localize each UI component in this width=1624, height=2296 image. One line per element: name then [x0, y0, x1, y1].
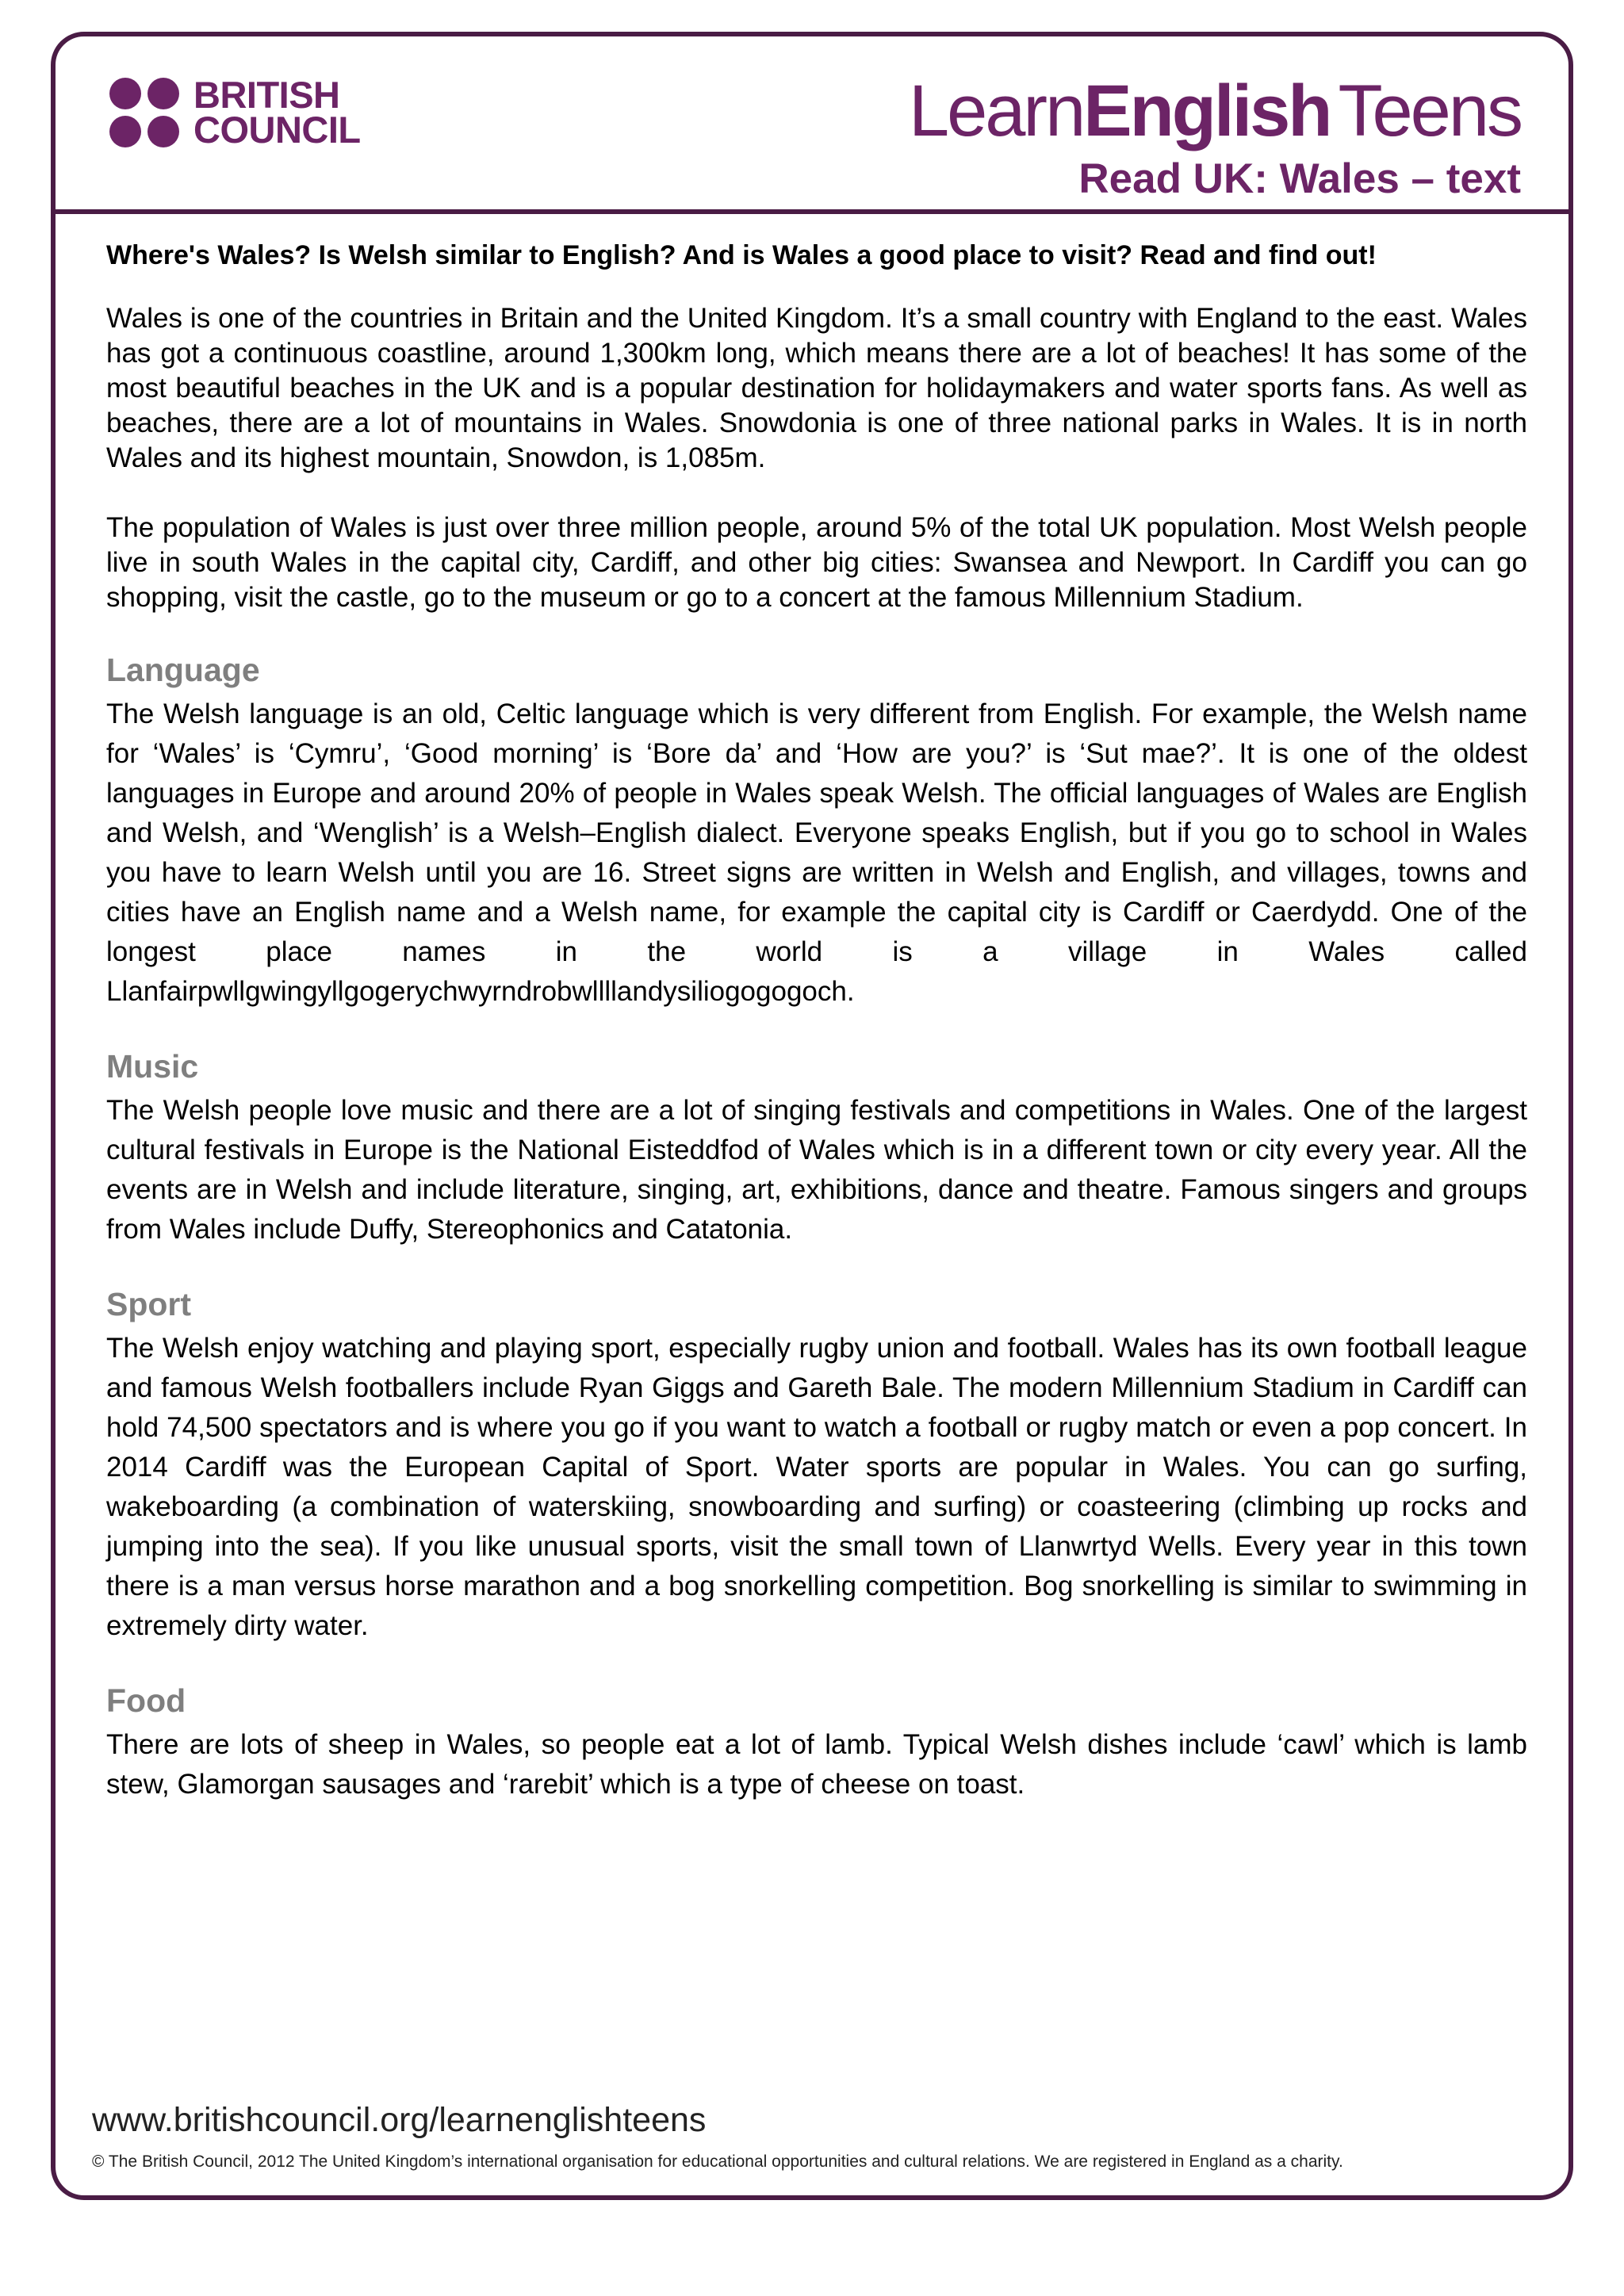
- section-heading-language: Language: [106, 652, 260, 688]
- section-heading-music: Music: [106, 1048, 199, 1085]
- section-text-sport: The Welsh enjoy watching and playing sport, especially rugby union and football. Wales has its own football league and famous Welsh footballers include Ryan Giggs and Gareth Bale. The modern Millennium Stadium in Cardiff can hold 74,500 spectators and is where you go if you want to watch a football or rugby match or even a pop concert. In 2014 Cardiff was the European Capital of Sport. Water sports are popular in Wales. You can go surfing, wakeboarding (a combination of waterskiing, snowboarding and surfing) or coasteering (climbing up rocks and jumping into the sea). If you like unusual sports, visit the small town of Llanwrtyd Wells. Every year in this town there is a man versus horse marathon and a bog snorkelling competition. Bog snorkelling is similar to swimming in extremely dirty water.: [106, 1333, 1527, 1641]
- section-text-music: The Welsh people love music and there are a lot of singing festivals and competitions in Wales. One of the largest cultural festivals in Europe is the National Eisteddfod of Wales which is in a different town or city every year. All the events are in Welsh and include literature, singing, art, exhibitions, dance and theatre. Famous singers and groups from Wales include Duffy, Stereophonics and Catatonia.: [106, 1095, 1527, 1245]
- logo-line-2: COUNCIL: [193, 109, 361, 151]
- article-content: [106, 238, 1527, 1839]
- brand-learn: Learn: [908, 71, 1084, 151]
- header-divider: [51, 209, 1573, 214]
- british-council-logo: [109, 74, 361, 151]
- paragraph-population: The population of Wales is just over three million people, around 5% of the total UK population. Most Welsh people live in south Wales in the capital city, Cardiff, and other big cities: Swansea and Newport. In Cardiff you can go shopping, visit the castle, go to the museum or go to a concert at the famous Millennium Stadium.: [106, 512, 1527, 613]
- section-heading-sport: Sport: [106, 1286, 192, 1322]
- logo-line-1: BRITISH: [193, 74, 340, 116]
- footer-copyright: © The British Council, 2012 The United Kingdom’s international organisation for educational opportunities and cultural relations. We are registered in England as a charity.: [92, 2152, 1343, 2171]
- logo-dots-icon: [109, 78, 179, 147]
- section-text-language: The Welsh language is an old, Celtic language which is very different from English. For example, the Welsh name for ‘Wales’ is ‘Cymru’, ‘Good morning’ is ‘Bore da’ and ‘How are you?’ is ‘Sut mae?’. It is one of the oldest languages in Europe and around 20% of people in Wales speak Welsh. The official languages of Wales are English and Welsh, and ‘Wenglish’ is a Welsh–English dialect. Everyone speaks English, but if you go to school in Wales you have to learn Welsh until you are 16. Street signs are written in Welsh and English, and villages, towns and cities have an English name and a Welsh name, for example the capital city is Cardiff or Caerdydd. One of the longest place names in the world is a village in Wales called Llanfairpwllgwingyllgogerychwyrndrobwllllandysiliogogogoch.: [106, 698, 1527, 1007]
- learnenglish-teens-logo: [909, 71, 1521, 151]
- section-text-food: There are lots of sheep in Wales, so people eat a lot of lamb. Typical Welsh dishes include ‘cawl’ which is lamb stew, Glamorgan sausages and ‘rarebit’ which is a type of cheese on toast.: [106, 1729, 1527, 1800]
- brand-english: English: [1083, 71, 1331, 151]
- paragraph-geography: Wales is one of the countries in Britain and the United Kingdom. It’s a small country with England to the east. Wales has got a continuous coastline, around 1,300km long, which means there are a lot of beaches! It has some of the most beautiful beaches in the UK and is a popular destination for holidaymakers and water sports fans. As well as beaches, there are a lot of mountains in Wales. Snowdonia is one of three national parks in Wales. It is in north Wales and its highest mountain, Snowdon, is 1,085m.: [106, 303, 1527, 473]
- intro-question: Where's Wales? Is Welsh similar to English? And is Wales a good place to visit? Read and find out!: [106, 240, 1377, 270]
- brand-teens: Teens: [1338, 71, 1521, 151]
- page-subtitle: Read UK: Wales – text: [1078, 155, 1521, 202]
- logo-wordmark: [193, 74, 361, 151]
- section-heading-food: Food: [106, 1682, 186, 1719]
- footer-website-link[interactable]: www.britishcouncil.org/learnenglishteens: [92, 2101, 707, 2139]
